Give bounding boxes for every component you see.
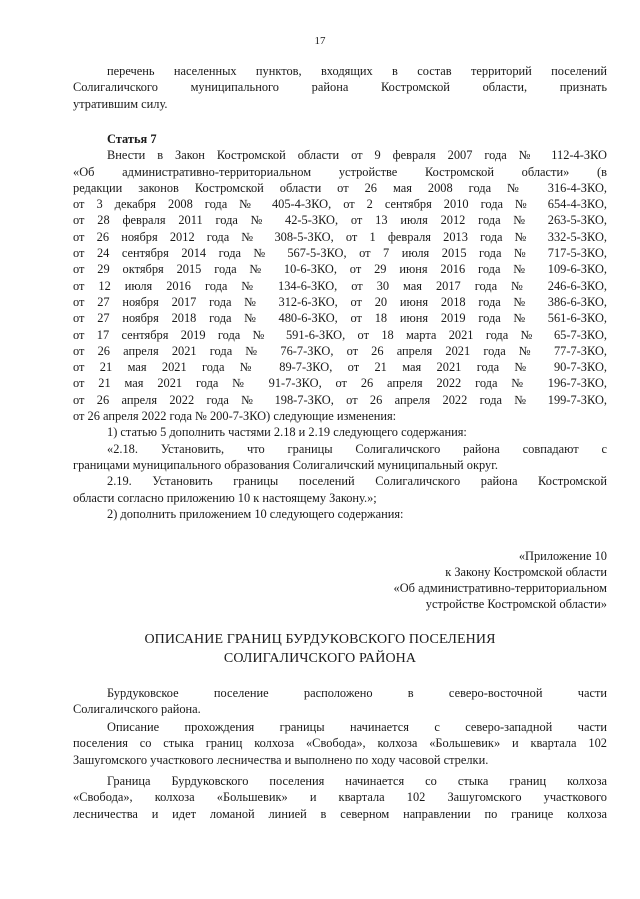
text-line: от 3 декабря 2008 года № 405-4-ЗКО, от 2 сентября 2010 года № 654-4-ЗКО, [73, 197, 607, 212]
page-number: 17 [314, 35, 326, 47]
text-line: перечень населенных пунктов, входящих в состав территорий поселений [107, 64, 607, 78]
text-line: от 27 ноября 2017 года № 312-6-ЗКО, от 20 июня 2018 года № 386-6-ЗКО, [73, 294, 607, 309]
text-line: «2.18. Установить, что границы Солигаличского района совпадают с [107, 441, 607, 456]
text-line: от 27 ноября 2018 года № 480-6-ЗКО, от 18 июня 2019 года № 561-6-ЗКО, [73, 311, 607, 326]
text-line: 1) статью 5 дополнить частями 2.18 и 2.19 следующего содержания: [107, 425, 467, 440]
text-line: от 28 февраля 2011 года № 42-5-ЗКО, от 13 июля 2012 года № 263-5-ЗКО, [73, 213, 607, 228]
text-line: 2.19. Установить границы поселений Солигаличского района Костромской [107, 474, 607, 489]
text-line: «Свобода», колхоза «Большевик» и квартала 102 Зашугомского участкового [73, 790, 607, 805]
text-line: от 21 мая 2021 года № 91-7-ЗКО, от 26 апреля 2022 года № 196-7-ЗКО, [73, 376, 607, 391]
text-line: лесничества и идет ломаной линией в северном направлении по границе колхоза [73, 806, 607, 821]
text-line: от 26 апреля 2021 года № 76-7-ЗКО, от 26 апреля 2021 года № 77-7-ЗКО, [73, 343, 607, 358]
text-line: от 26 апреля 2022 года № 198-7-ЗКО, от 26 апреля 2022 года № 199-7-ЗКО, [73, 392, 607, 407]
text-line: Внести в Закон Костромской области от 9 февраля 2007 года № 112-4-ЗКО [107, 148, 607, 163]
text-line: Граница Бурдуковского поселения начинается со стыка границ колхоза [107, 774, 607, 788]
text-line: Описание прохождения границы начинается с северо-западной части [107, 720, 607, 734]
text-line: от 29 октября 2015 года № 10-6-ЗКО, от 29 июня 2016 года № 109-6-ЗКО, [73, 262, 607, 277]
text-line: Бурдуковское поселение расположено в северо-восточной части [107, 686, 607, 700]
text-line: «Приложение 10 [518, 549, 607, 563]
text-line: 2) дополнить приложением 10 следующего содержания: [107, 506, 404, 521]
intro-block [73, 63, 607, 112]
text-line: редакции законов Костромской области от 26 мая 2008 года № 316-4-ЗКО, [73, 180, 607, 195]
document-title [0, 630, 640, 668]
text-line: границами муниципального образования Солигаличский муниципальный округ. [73, 457, 498, 472]
text-line: поселения со стыка границ колхоза «Свобода», колхоза «Большевик» и квартала 102 [73, 736, 607, 751]
appendix-header [207, 548, 607, 612]
text-line: «Об административно-территориальном [393, 581, 607, 595]
title-line: ОПИСАНИЕ ГРАНИЦ БУРДУКОВСКОГО ПОСЕЛЕНИЯ [144, 632, 496, 647]
article-7 [73, 131, 607, 522]
text-line: от 21 мая 2021 года № 89-7-ЗКО, от 21 мая 2021 года № 90-7-ЗКО, [73, 360, 607, 375]
text-line: к Закону Костромской области [445, 565, 607, 579]
text-line: области согласно приложению 10 к настоящему Закону.»; [73, 490, 377, 505]
text-line: от 17 сентября 2019 года № 591-6-ЗКО, от 18 марта 2021 года № 65-7-ЗКО, [73, 327, 607, 342]
text-line: от 26 апреля 2022 года № 200-7-ЗКО) следующие изменения: [73, 409, 397, 424]
description-block [73, 719, 607, 768]
text-line: Зашугомского участкового лесничества и выполнено по ходу часовой стрелки. [73, 752, 489, 767]
text-line: утратившим силу. [73, 96, 168, 111]
text-line: от 24 сентября 2014 года № 567-5-ЗКО, от 7 июля 2015 года № 717-5-ЗКО, [73, 246, 607, 261]
text-line: от 12 июля 2016 года № 134-6-ЗКО, от 30 мая 2017 года № 246-6-ЗКО, [73, 278, 607, 293]
article-heading: Статья 7 [107, 132, 157, 146]
title-line: СОЛИГАЛИЧСКОГО РАЙОНА [223, 651, 417, 666]
text-line: от 26 ноября 2012 года № 308-5-ЗКО, от 1 февраля 2013 года № 332-5-ЗКО, [73, 229, 607, 244]
text-line: «Об административно-территориальном устройстве Костромской области» (в [73, 164, 607, 179]
text-line: устройстве Костромской области» [425, 597, 607, 611]
description-block [73, 773, 607, 822]
text-line: Солигаличского муниципального района Костромской области, признать [73, 80, 607, 95]
text-line: Солигаличского района. [73, 702, 201, 717]
description-block [73, 685, 607, 718]
